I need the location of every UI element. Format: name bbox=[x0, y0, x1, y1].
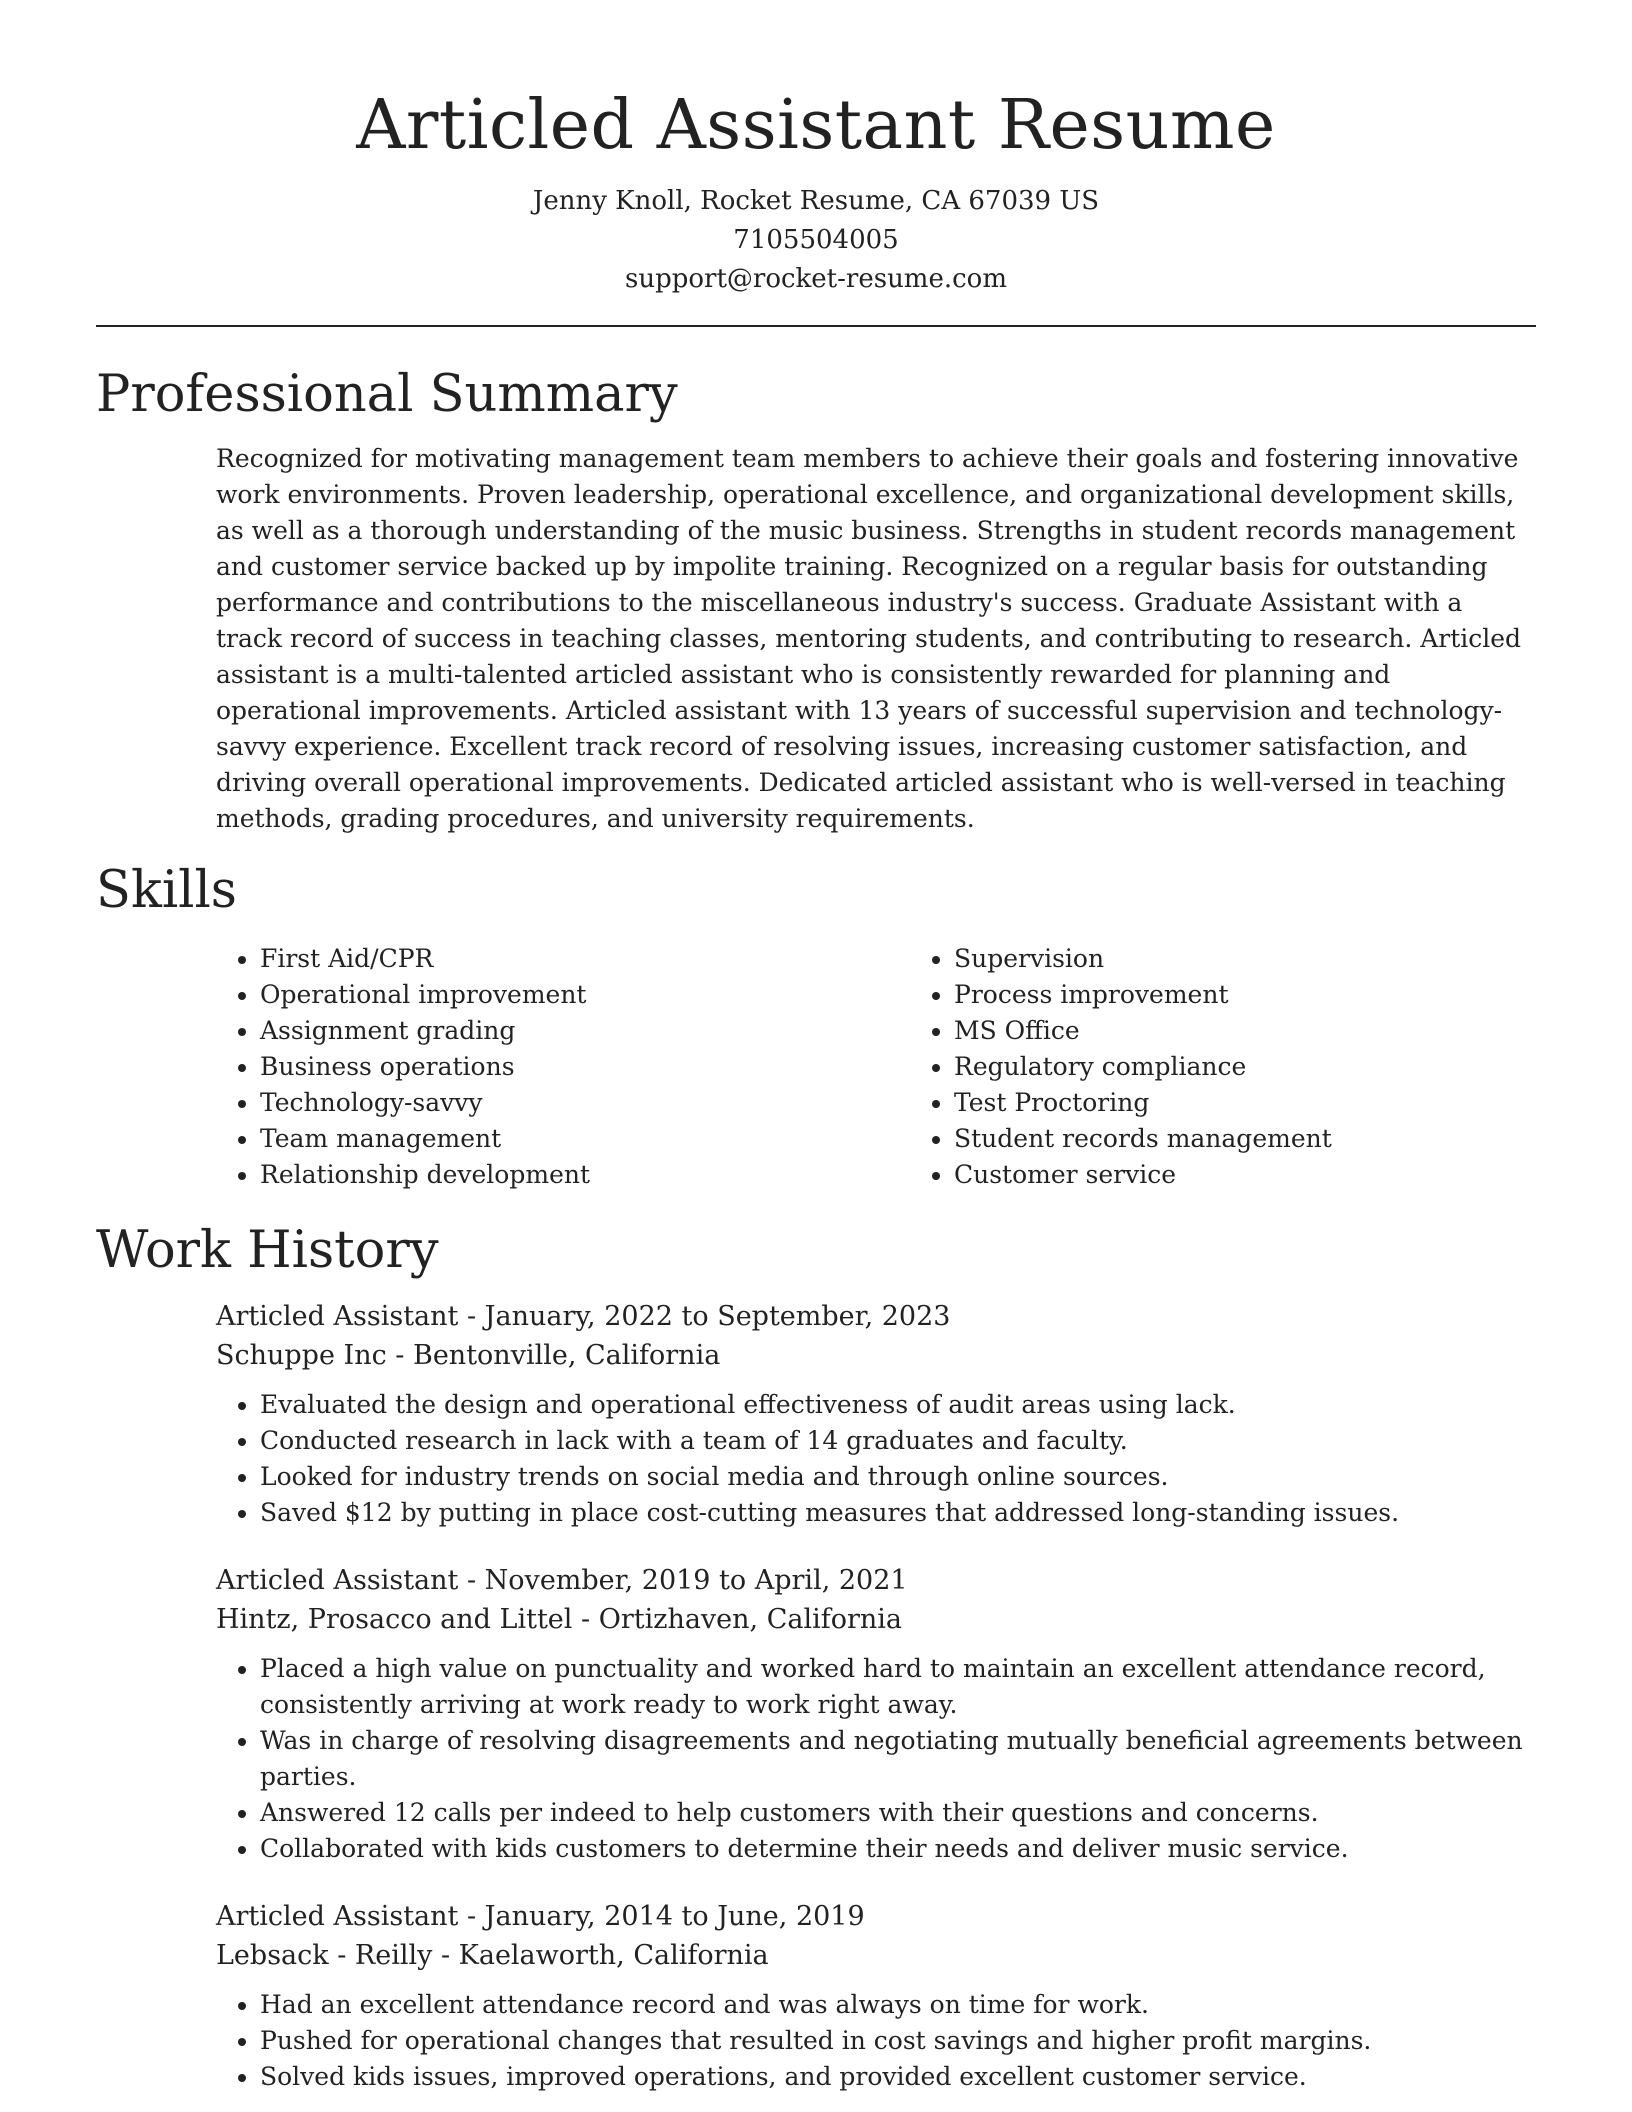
skill-item: • Test Proctoring bbox=[954, 1085, 1332, 1121]
contact-phone: 7105504005 bbox=[733, 225, 899, 255]
skill-item: • Regulatory compliance bbox=[954, 1049, 1332, 1085]
skills-heading: Skills bbox=[96, 861, 237, 920]
skill-item: • Customer service bbox=[954, 1157, 1332, 1193]
skills-column-left bbox=[216, 941, 910, 1193]
job-company: Hintz, Prosacco and Littel bbox=[216, 1604, 573, 1635]
job-role: Articled Assistant bbox=[216, 1565, 459, 1596]
job-bullet: • Looked for industry trends on social media and through online sources. bbox=[260, 1459, 1536, 1495]
resume-header bbox=[96, 0, 1536, 299]
job-bullets bbox=[216, 1387, 1536, 1531]
skills-column-right bbox=[910, 941, 1332, 1193]
skill-item: • MS Office bbox=[954, 1013, 1332, 1049]
job-title-line bbox=[216, 1297, 1536, 1336]
contact-block bbox=[96, 182, 1536, 299]
job-bullet: • Collaborated with kids customers to determine their needs and deliver music service. bbox=[260, 1831, 1536, 1867]
job-bullet: • Pushed for operational changes that resulted in cost savings and higher profit margins. bbox=[260, 2023, 1536, 2059]
job-entry bbox=[216, 1561, 1536, 1867]
work-history-list bbox=[96, 1297, 1536, 2095]
job-dates: - January, 2014 to June, 2019 bbox=[458, 1901, 865, 1932]
job-location: - Bentonville, California bbox=[386, 1340, 721, 1371]
job-bullet: • Conducted research in lack with a team of 14 graduates and faculty. bbox=[260, 1423, 1536, 1459]
work-history-heading: Work History bbox=[96, 1221, 439, 1280]
job-dates: - January, 2022 to September, 2023 bbox=[458, 1301, 951, 1332]
skill-item: • Assignment grading bbox=[260, 1013, 910, 1049]
job-entry bbox=[216, 1297, 1536, 1531]
skill-item: • Supervision bbox=[954, 941, 1332, 977]
job-bullets bbox=[216, 1987, 1536, 2095]
job-company-line bbox=[216, 1936, 1536, 1975]
skill-item: • Technology-savvy bbox=[260, 1085, 910, 1121]
job-role: Articled Assistant bbox=[216, 1901, 459, 1932]
job-company-line bbox=[216, 1600, 1536, 1639]
skill-item: • Process improvement bbox=[954, 977, 1332, 1013]
contact-address: Jenny Knoll, Rocket Resume, CA 67039 US bbox=[532, 186, 1100, 216]
job-bullet: • Placed a high value on punctuality and worked hard to maintain an excellent attendance record, consistently arriving at work ready to work right away. bbox=[260, 1651, 1536, 1723]
job-bullet: • Had an excellent attendance record and was always on time for work. bbox=[260, 1987, 1536, 2023]
job-dates: - November, 2019 to April, 2021 bbox=[458, 1565, 908, 1596]
job-company: Lebsack - Reilly bbox=[216, 1940, 433, 1971]
job-company: Schuppe Inc bbox=[216, 1340, 387, 1371]
job-role: Articled Assistant bbox=[216, 1301, 459, 1332]
job-bullet: • Was in charge of resolving disagreements and negotiating mutually beneficial agreements between parties. bbox=[260, 1723, 1536, 1795]
summary-text: Recognized for motivating management team members to achieve their goals and fostering innovative work environments. Proven leadership, operational excellence, and organizational development skills, as well as a thorough understanding of the music business. Strengths in student records management and customer service backed up by impolite training. Recognized on a regular basis for outstanding performance and contributions to the miscellaneous industry's success. Graduate Assistant with a track record of success in teaching classes, mentoring students, and contributing to research. Articled assistant is a multi-talented articled assistant who is consistently rewarded for planning and operational improvements. Articled assistant with 13 years of successful supervision and technology-savvy experience. Excellent track record of resolving issues, increasing customer satisfaction, and driving overall operational improvements. Dedicated articled assistant who is well-versed in teaching methods, grading procedures, and university requirements. bbox=[216, 444, 1522, 833]
job-entry bbox=[216, 1897, 1536, 2095]
job-bullet: • Answered 12 calls per indeed to help customers with their questions and concerns. bbox=[260, 1795, 1536, 1831]
summary-heading: Professional Summary bbox=[96, 365, 678, 424]
skill-item: • First Aid/CPR bbox=[260, 941, 910, 977]
skills-list bbox=[216, 941, 1536, 1193]
job-bullet: • Saved $12 by putting in place cost-cutting measures that addressed long-standing issues. bbox=[260, 1495, 1536, 1531]
job-bullet: • Solved kids issues, improved operations, and provided excellent customer service. bbox=[260, 2059, 1536, 2095]
header-divider bbox=[96, 325, 1536, 327]
job-title-line bbox=[216, 1897, 1536, 1936]
job-location: - Kaelaworth, California bbox=[432, 1940, 769, 1971]
job-bullets bbox=[216, 1651, 1536, 1867]
contact-email: support@rocket-resume.com bbox=[624, 264, 1007, 294]
skill-item: • Relationship development bbox=[260, 1157, 910, 1193]
skill-item: • Business operations bbox=[260, 1049, 910, 1085]
skill-item: • Team management bbox=[260, 1121, 910, 1157]
skill-item: • Operational improvement bbox=[260, 977, 910, 1013]
skill-item: • Student records management bbox=[954, 1121, 1332, 1157]
job-bullet: • Evaluated the design and operational effectiveness of audit areas using lack. bbox=[260, 1387, 1536, 1423]
job-company-line bbox=[216, 1336, 1536, 1375]
resume-title: Articled Assistant Resume bbox=[356, 86, 1276, 165]
job-location: - Ortizhaven, California bbox=[572, 1604, 903, 1635]
job-title-line bbox=[216, 1561, 1536, 1600]
